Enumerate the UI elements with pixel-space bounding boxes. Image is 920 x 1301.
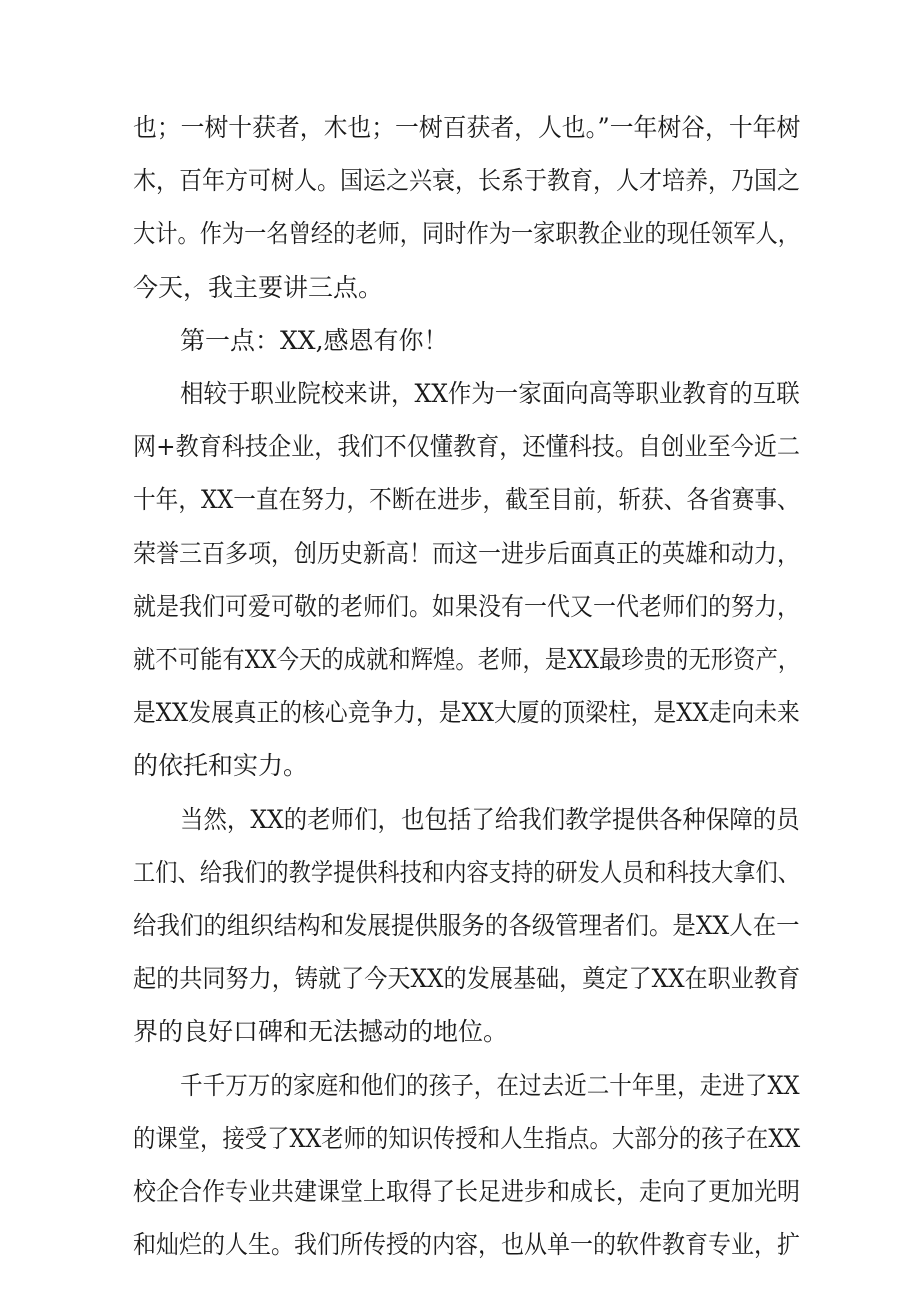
section-heading: 第一点：XX,感恩有你！: [180, 326, 449, 355]
text-line: 工们、给我们的教学提供科技和内容支持的研发人员和科技大拿们、: [133, 858, 800, 887]
text-line: 就不可能有XX今天的成就和辉煌。老师，是XX最珍贵的无形资产，: [133, 645, 801, 674]
text-line: 今天，我主要讲三点。: [133, 273, 384, 302]
text-line: 十年，XX一直在努力，不断在进步，截至目前，斩获、各省赛事、: [133, 485, 800, 514]
text-line: 荣誉三百多项，创历史新高！而这一进步后面真正的英雄和动力，: [133, 539, 801, 568]
text-line: 大计。作为一名曾经的老师，同时作为一家职教企业的现任领军人，: [133, 219, 800, 248]
text-line: 就是我们可爱可敬的老师们。如果没有一代又一代老师们的努力，: [133, 592, 801, 621]
text-line: 也；一树十获者，木也；一树百获者，人也。”一年树谷，十年树: [133, 113, 801, 142]
text-line: 相较于职业院校来讲，XX作为一家面向高等职业教育的互联: [180, 379, 800, 408]
text-line: 和灿烂的人生。我们所传授的内容，也从单一的软件教育专业，扩: [133, 1230, 801, 1259]
text-line: 木，百年方可树人。国运之兴衰，长系于教育，人才培养，乃国之: [133, 166, 801, 195]
text-line: 给我们的组织结构和发展提供服务的各级管理者们。是XX人在一: [133, 911, 800, 940]
text-line: 界的良好口碑和无法撼动的地位。: [133, 1017, 509, 1046]
text-line: 的依托和实力。: [133, 751, 309, 780]
text-line: 千千万万的家庭和他们的孩子，在过去近二十年里，走进了XX: [180, 1071, 800, 1100]
text-line: 当然，XX的老师们，也包括了给我们教学提供各种保障的员: [180, 805, 800, 834]
text-line: 是XX发展真正的核心竞争力，是XX大厦的顶梁柱，是XX走向未来: [133, 698, 800, 727]
text-line: 校企合作专业共建课堂上取得了长足进步和成长，走向了更加光明: [133, 1177, 801, 1206]
text-line: 的课堂，接受了XX老师的知识传授和人生指点。大部分的孩子在XX: [133, 1124, 801, 1153]
text-line: 网+教育科技企业，我们不仅懂教育，还懂科技。自创业至今近二: [133, 432, 800, 461]
text-line: 起的共同努力，铸就了今天XX的发展基础，奠定了XX在职业教育: [133, 964, 801, 993]
